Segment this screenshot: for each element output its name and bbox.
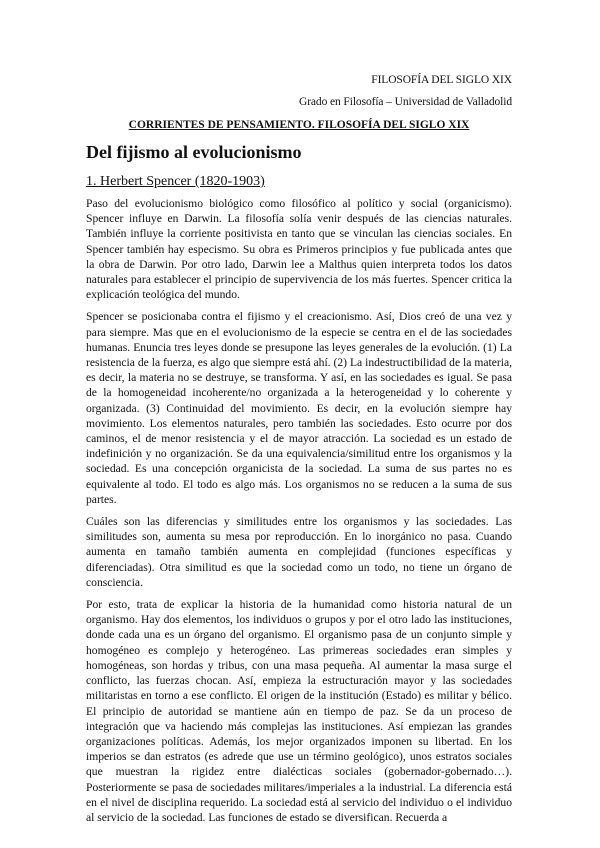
header-degree: Grado en Filosofía – Universidad de Valladolid <box>298 96 512 108</box>
section-heading: 1. Herbert Spencer (1820-1903) <box>86 174 265 189</box>
paragraph-2: Spencer se posicionaba contra el fijismo y el creacionismo. Así, Dios creó de una vez y para siempre. Mas que en el evolucionismo de la especie se centra en el de las sociedades humanas. Enuncia tres leyes donde se presupone las leyes generales de la evolución. (1) La resistencia de la fuerza, es algo que siempre está ahí. (2) La indestructibilidad de la materia, es decir, la materia no se destruye, se transforma. Y así, en las sociedades es igual. Se pasa de la homogeneidad incoherente/no organizada a la heterogeneidad y lo coherente y organizada. (3) Continuidad del movimiento. Es decir, en la evolución siempre hay movimiento. Los elementos naturales, pero también las sociedades. Esto ocurre por dos caminos, el de menor resistencia y el de mayor atracción. La sociedad es un estado de indefinición y no organización. Se da una equivalencia/similitud entre los organismos y la sociedad. Es una concepción organicista de la sociedad. La suma de sus partes no es equivalente al todo. El todo es algo más. Los organismos no se reducen a la suma de sus partes. <box>86 310 512 506</box>
header-course: FILOSOFÍA DEL SIGLO XIX <box>371 74 512 86</box>
paragraph-1: Paso del evolucionismo biológico como filosófico al político y social (organicismo). Spencer influye en Darwin. La filosofía solía venir después de las ciencias naturales. También influye la corriente positivista en tanto que se vinculan las ciencias sociales. En Spencer también hay especismo. Su obra es Primeros principios y fue publicada antes que la obra de Darwin. Por otro lado, Darwin lee a Malthus quien interpreta todos los datos naturales para establecer el principio de supervivencia de los más fuertes. Spencer critica la explicación teológica del mundo. <box>86 197 512 302</box>
document-title: Del fijismo al evolucionismo <box>86 142 302 162</box>
header-block-title: CORRIENTES DE PENSAMIENTO. FILOSOFÍA DEL SIGLO XIX <box>128 119 470 131</box>
paragraph-3: Cuáles son las diferencias y similitudes entre los organismos y las sociedades. Las similitudes son, aumenta su mesa por reproducción. En lo inorgánico no pasa. Cuando aumenta en tamaño también aumenta en complejidad (funciones específicas y diferenciadas). Otra similitud es que la sociedad como un todo, no tiene un órgano de consciencia. <box>86 515 512 589</box>
paragraph-4: Por esto, trata de explicar la historia de la humanidad como historia natural de un organismo. Hay dos elementos, los individuos o grupos y por el otro lado las instituciones, donde cada una es un órgano del organismo. El organismo pasa de un conjunto simple y homogéneo es complejo y heterogéneo. Las primereas sociedades eran simples y homogéneas, son hordas y tribus, con una masa pequeña. Al aumentar la masa surge el conflicto, las fuerzas chocan. Así, empieza la estructuración mayor y las sociedades militaristas en torno a ese conflicto. El origen de la institución (Estado) es militar y bélico. El principio de autoridad se mantiene aún en tiempo de paz. Se da un proceso de integración que va haciendo más complejas las instituciones. Así empiezan las grandes organizaciones políticas. Además, los mejor organizados imponen su libertad. En los imperios se dan estratos (es adrede que use un término geológico), unos estratos sociales que muestran la rigidez entre dialécticas sociales (gobernador-gobernado…). Posteriormente se pasa de sociedades militares/imperiales a la industrial. La diferencia está en el nivel de disciplina requerido. La sociedad está al servicio del individuo o el individuo al servicio de la sociedad. Las funciones de estado se diversifican. Recuerda a <box>86 598 512 824</box>
body-text <box>86 196 512 832</box>
